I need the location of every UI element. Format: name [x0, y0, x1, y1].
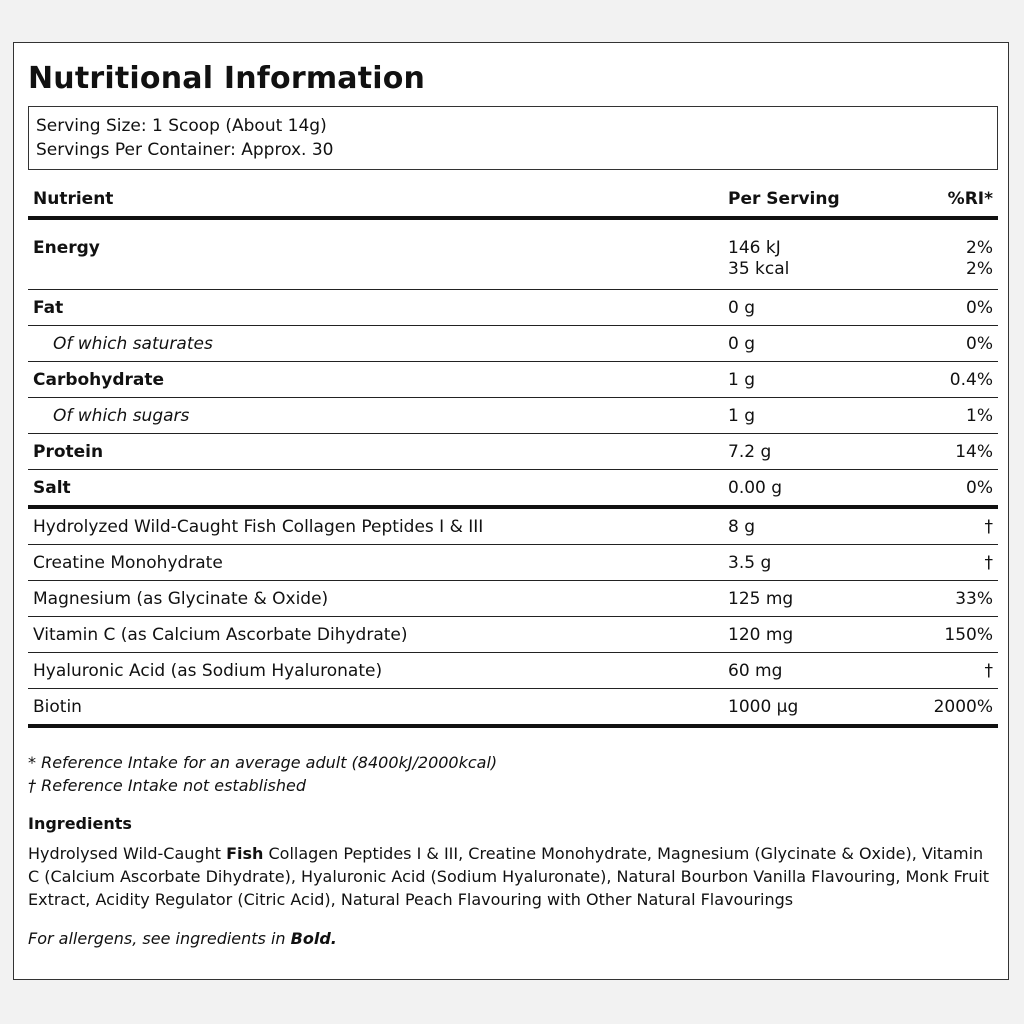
servings-per-container: Servings Per Container: Approx. 30	[36, 140, 334, 160]
nutrient-name: Fat	[33, 298, 64, 318]
ri-value: 0%	[966, 298, 993, 318]
nutrient-name: Protein	[33, 442, 104, 462]
per-serving-value: 0.00 g	[728, 478, 783, 498]
footnote-dagger: † Reference Intake not established	[28, 776, 307, 795]
ri-value: †	[984, 553, 993, 573]
per-serving-value: 1000 µg	[728, 697, 799, 717]
ingredients-text-start: Hydrolysed Wild-Caught	[28, 844, 227, 863]
header-per-serving: Per Serving	[728, 189, 840, 209]
ri-value: 2000%	[933, 697, 993, 717]
nutrient-name: Biotin	[33, 697, 82, 717]
nutrient-name: Magnesium (as Glycinate & Oxide)	[33, 589, 329, 609]
table-row-carbohydrate	[28, 362, 998, 398]
allergen-note-bold: Bold.	[290, 929, 337, 948]
ri-value: 0%	[966, 334, 993, 354]
serving-size: Serving Size: 1 Scoop (About 14g)	[36, 116, 327, 136]
ingredients-text	[28, 842, 993, 911]
table-row-creatine	[28, 545, 998, 581]
nutrient-name: Of which sugars	[53, 406, 190, 426]
per-serving-value: 8 g	[728, 517, 756, 537]
nutrient-name: Vitamin C (as Calcium Ascorbate Dihydrate)	[33, 625, 408, 645]
header-nutrient: Nutrient	[33, 189, 114, 209]
table-row-vitamin-c	[28, 617, 998, 653]
table-row-fat	[28, 290, 998, 326]
per-serving-value: 146 kJ	[728, 238, 781, 258]
allergen-note-text: For allergens, see ingredients in	[28, 929, 291, 948]
per-serving-value: 0 g	[728, 334, 756, 354]
per-serving-value: 125 mg	[728, 589, 794, 609]
footnote-ri: * Reference Intake for an average adult (8400kJ/2000kcal)	[28, 753, 498, 772]
per-serving-value: 60 mg	[728, 661, 783, 681]
table-row-sugars	[28, 398, 998, 434]
footnotes	[28, 751, 497, 797]
per-serving-value: 7.2 g	[728, 442, 772, 462]
ri-value: 150%	[944, 625, 993, 645]
table-row-hyaluronic-acid	[28, 653, 998, 689]
page-title: Nutritional Information	[28, 61, 426, 96]
nutrient-name: Salt	[33, 478, 71, 498]
per-serving-value: 120 mg	[728, 625, 794, 645]
table-row-energy-kj	[28, 220, 998, 258]
table-row-protein	[28, 434, 998, 470]
ri-value: 0.4%	[949, 370, 993, 390]
ri-value: 14%	[955, 442, 993, 462]
table-row-salt	[28, 470, 998, 509]
nutrition-table	[28, 178, 998, 728]
table-row-magnesium	[28, 581, 998, 617]
nutrient-name: Carbohydrate	[33, 370, 165, 390]
table-row-saturates	[28, 326, 998, 362]
nutrition-panel	[13, 42, 1009, 980]
nutrient-name: Of which saturates	[53, 334, 213, 354]
serving-info-box	[28, 106, 998, 170]
ri-value: 0%	[966, 478, 993, 498]
ri-value: 2%	[966, 238, 993, 258]
ri-value: 33%	[955, 589, 993, 609]
ri-value: 1%	[966, 406, 993, 426]
ingredients-text-rest: Collagen Peptides I & III, Creatine Monohydrate, Magnesium (Glycinate & Oxide), Vitamin C (Calcium Ascorbate Dihydrate), Hyaluronic Acid (Sodium Hyaluronate), Natural Bourbon Vanilla Flavouring, Monk Fruit Extract, Acidity Regulator (Citric Acid), Natural Peach Flavouring with Other Natural Flavourings	[28, 844, 990, 909]
ri-value: 2%	[966, 259, 993, 279]
table-row-collagen	[28, 509, 998, 545]
header-ri: %RI*	[947, 189, 993, 209]
nutrient-name: Energy	[33, 238, 100, 258]
per-serving-value: 3.5 g	[728, 553, 772, 573]
allergen-note	[28, 929, 337, 948]
per-serving-value: 0 g	[728, 298, 756, 318]
table-header-row	[28, 178, 998, 220]
table-row-biotin	[28, 689, 998, 728]
per-serving-value: 1 g	[728, 370, 756, 390]
table-row-energy-kcal	[28, 255, 998, 290]
ingredients-allergen-bold: Fish	[226, 844, 264, 863]
nutrient-name: Hyaluronic Acid (as Sodium Hyaluronate)	[33, 661, 383, 681]
nutrient-name: Hydrolyzed Wild-Caught Fish Collagen Peptides I & III	[33, 517, 484, 537]
ingredients-title: Ingredients	[28, 814, 132, 833]
per-serving-value: 1 g	[728, 406, 756, 426]
nutrient-name: Creatine Monohydrate	[33, 553, 223, 573]
ri-value: †	[984, 517, 993, 537]
ri-value: †	[984, 661, 993, 681]
per-serving-value: 35 kcal	[728, 259, 790, 279]
